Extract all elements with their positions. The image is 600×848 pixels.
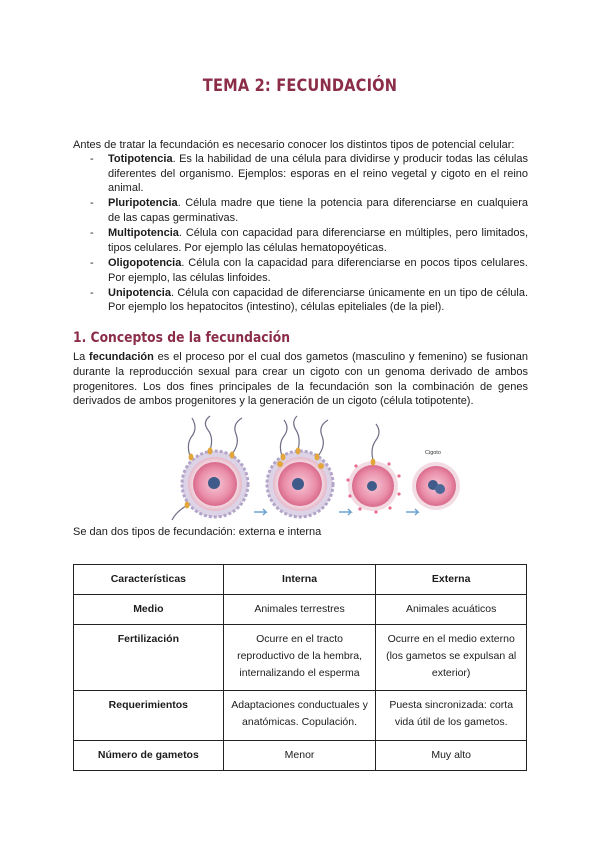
table-row bbox=[74, 741, 527, 771]
row-label: Medio bbox=[74, 595, 224, 625]
egg-stage-2 bbox=[267, 416, 333, 517]
definition: . Célula con la capacidad para diferenciarse en pocos tipos celulares. Por ejemplo, las células linfoides. bbox=[108, 256, 528, 284]
fertilization-illustration bbox=[170, 414, 460, 524]
table-cell: Animales terrestres bbox=[223, 595, 376, 625]
row-label: Requerimientos bbox=[74, 691, 224, 741]
table-row bbox=[74, 625, 527, 691]
list-item: - Multipotencia. Célula con capacidad para diferenciarse en múltiples, pero limitados, tipos celulares. Por ejemplo las células hematopoyéticas. bbox=[90, 227, 528, 254]
fecundation-types-intro: Se dan dos tipos de fecundación: externa e interna bbox=[73, 526, 322, 538]
list-item: - Oligopotencia. Célula con la capacidad para diferenciarse en pocos tipos celulares. Por ejemplo, las células linfoides. bbox=[90, 256, 528, 284]
zygote bbox=[412, 450, 460, 510]
definition: . Célula madre que tiene la potencia para diferenciarse en cualquiera de las capas germinativas. bbox=[108, 197, 528, 224]
table-cell: Adaptaciones conductuales y anatómicas. Copulación. bbox=[223, 691, 376, 741]
row-label: Número de gametos bbox=[74, 741, 224, 771]
header-external: Externa bbox=[376, 565, 527, 595]
row-label: Fertilización bbox=[74, 625, 224, 691]
egg-stage-3 bbox=[346, 424, 400, 514]
header-characteristics: Características bbox=[74, 565, 224, 595]
definition: . Célula con capacidad para diferenciarse en múltiples, pero limitados, tipos celulares. Por ejemplo las células hematopoyéticas. bbox=[108, 227, 528, 254]
table-cell: Ocurre en el tracto reproductivo de la hembra, internalizando el esperma bbox=[223, 625, 376, 691]
fecundation-paragraph: La fecundación es el proceso por el cual dos gametos (masculino y femenino) se fusionan durante la reproducción sexual para crear un cigoto con un genoma derivado de ambos progenitores. Los dos fines principales de la fecundación son la combinación de genes derivados de ambos progenitores y la generación de un cigoto (célula totipotente). bbox=[73, 351, 528, 408]
table-cell: Animales acuáticos bbox=[376, 595, 527, 625]
term-unipotencia: Unipotencia bbox=[108, 286, 171, 299]
list-item: - Pluripotencia. Célula madre que tiene la potencia para diferenciarse en cualquiera de las capas germinativas. bbox=[90, 197, 528, 224]
page-title: TEMA 2: FECUNDACIÓN bbox=[202, 76, 398, 96]
table-header-row bbox=[74, 565, 527, 595]
term-oligopotencia: Oligopotencia bbox=[108, 256, 182, 269]
list-item: - Unipotencia. Célula con capacidad de diferenciarse únicamente en un tipo de célula. Por ejemplo los hepatocitos (intestino), células epiteliales (de la piel). bbox=[90, 286, 528, 314]
table-row bbox=[74, 595, 527, 625]
table-cell: Menor bbox=[223, 741, 376, 771]
table-row bbox=[74, 691, 527, 741]
term-multipotencia: Multipotencia bbox=[108, 227, 179, 240]
potency-list bbox=[90, 152, 528, 316]
intro-paragraph: Antes de tratar la fecundación es necesario conocer los distintos tipos de potencial celular: bbox=[73, 139, 515, 151]
section-heading: 1. Conceptos de la fecundación bbox=[73, 330, 291, 346]
comparison-table bbox=[73, 564, 527, 771]
definition: . Es la habilidad de una célula para dividirse y producir todas las células diferentes del organismo. Ejemplos: esporas en el reino vegetal y cigoto en el reino animal. bbox=[108, 153, 528, 195]
table-cell: Muy alto bbox=[376, 741, 527, 771]
table-cell: Puesta sincronizada: corta vida útil de los gametos. bbox=[376, 691, 527, 741]
egg-stage-1 bbox=[172, 416, 248, 520]
definition: . Célula con capacidad de diferenciarse únicamente en un tipo de célula. Por ejemplo los hepatocitos (intestino), células epiteliales (de la piel). bbox=[108, 286, 528, 314]
header-internal: Interna bbox=[223, 565, 376, 595]
zygote-label: Cigoto bbox=[425, 450, 441, 456]
term-pluripotencia: Pluripotencia bbox=[108, 197, 178, 210]
list-item: - Totipotencia. Es la habilidad de una célula para dividirse y producir todas las células diferentes del organismo. Ejemplos: esporas en el reino vegetal y cigoto en el reino animal. bbox=[90, 153, 528, 195]
term-totipotencia: Totipotencia bbox=[108, 153, 173, 165]
term-fecundacion: fecundación bbox=[89, 351, 154, 363]
table-cell: Ocurre en el medio externo (los gametos se expulsan al exterior) bbox=[376, 625, 527, 691]
